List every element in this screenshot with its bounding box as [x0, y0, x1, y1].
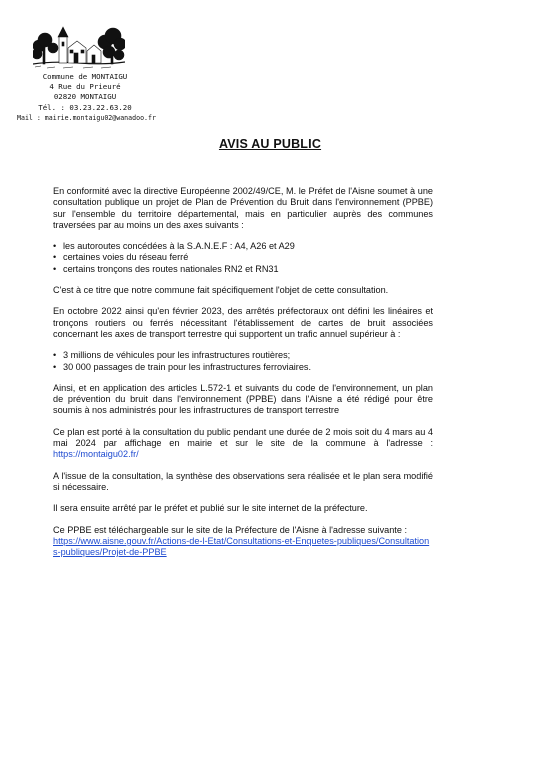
- bullet-icon: •: [53, 361, 57, 372]
- commune-paragraph: C'est à ce titre que notre commune fait spécifiquement l'objet de cette consultation.: [53, 285, 389, 296]
- notice-title: AVIS AU PUBLIC: [218, 137, 322, 151]
- list-item: • les autoroutes concédées à la S.A.N.E.F : A4, A26 et A29: [53, 241, 295, 252]
- list-item: • certaines voies du réseau ferré: [53, 252, 189, 263]
- arretes-paragraph: En octobre 2022 ainsi qu'en février 2023, des arrêtés préfectoraux ont défini les linéaires et tronçons routiers ou ferrés nécessitant l'établissement de cartes de bruit associées concernant les axes de transport terrestre qui supportent un trafic annuel supérieur à :: [53, 306, 433, 339]
- mairie-address: 4 Rue du Prieuré: [49, 82, 121, 92]
- bullet-icon: •: [53, 241, 57, 252]
- village-logo-icon: [33, 24, 125, 70]
- bullet-icon: •: [53, 252, 57, 263]
- telechargement-paragraph: Ce PPBE est téléchargeable sur le site de la Préfecture de l'Aisne à l'adresse suivante : https://www.aisne.gouv.fr/Actions-de-l-Etat/Consultations-et-Enquetes-publiques/Consultations-publiques/Projet-de-PPBE: [53, 524, 430, 558]
- mairie-phone: Tél. : 03.23.22.63.20: [38, 102, 132, 112]
- mairie-city: 02820 MONTAIGU: [53, 92, 117, 102]
- mairie-email: Mail : mairie.montaigu02@wanadoo.fr: [17, 113, 156, 122]
- trafic-list: [53, 350, 433, 373]
- prefecture-ppbe-link[interactable]: https://www.aisne.gouv.fr/Actions-de-l-Etat/Consultations-et-Enquetes-publiques/Consultations-publiques/Projet-de-PPBE: [53, 535, 430, 558]
- list-item: • 30 000 passages de train pour les infrastructures ferroviaires.: [53, 361, 312, 372]
- letterhead: [17, 72, 156, 123]
- bullet-icon: •: [53, 350, 57, 361]
- notice-body: [53, 186, 433, 558]
- axes-list: [53, 241, 433, 275]
- intro-paragraph: En conformité avec la directive Européenne 2002/49/CE, M. le Préfet de l'Aisne soumet à une consultation publique un projet de Plan de Prévention du Bruit dans l'environnement (PPBE) sur l'ensemble du territoire départemental, mais en particulier auprès des communes traversées par au moins un des axes suivants :: [53, 186, 433, 230]
- synthese-paragraph: A l'issue de la consultation, la synthèse des observations sera réalisée et le plan sera modifié si nécessaire.: [53, 470, 433, 492]
- commune-website-link[interactable]: https://montaigu02.fr/: [53, 449, 139, 460]
- bullet-icon: •: [53, 263, 57, 274]
- arrete-paragraph: Il sera ensuite arrêté par le préfet et publié sur le site internet de la préfecture.: [53, 503, 368, 514]
- list-item: • certains tronçons des routes nationales RN2 et RN31: [53, 263, 279, 274]
- list-item: • 3 millions de véhicules pour les infrastructures routières;: [53, 350, 291, 361]
- commune-name: Commune de MONTAIGU: [42, 72, 128, 81]
- application-paragraph: Ainsi, et en application des articles L.572-1 et suivants du code de l'environnement, un plan de prévention du bruit dans l'environnement (PPBE) dans l'Aisne a été rédigé pour être soumis à nos administrés pour les infrastructures de transport terrestre: [53, 382, 433, 416]
- consultation-paragraph: Ce plan est porté à la consultation du public pendant une durée de 2 mois soit du 4 mars au 4 mai 2024 par affichage en mairie et sur le site de la commune à l'adresse : https://montaigu02.fr/: [53, 426, 433, 460]
